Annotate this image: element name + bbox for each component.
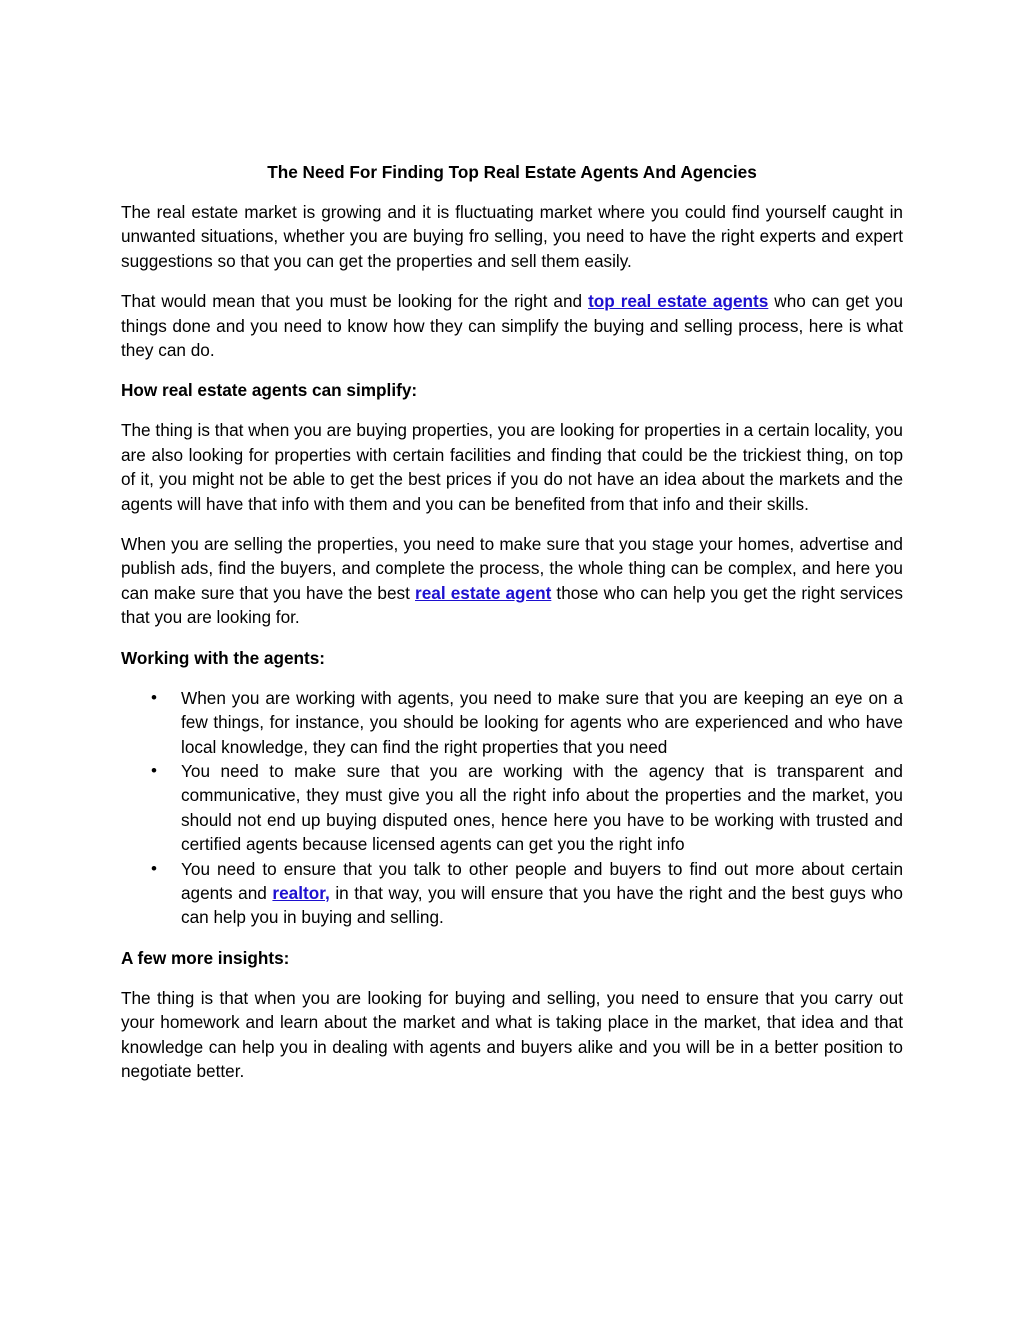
- section-heading-insights: A few more insights:: [121, 947, 290, 968]
- list-item: [151, 686, 903, 759]
- real-estate-agent-link[interactable]: real estate agent: [415, 582, 552, 603]
- list-item-text-after: in that way, you will ensure that you have the right and the best guys who can help you in buying and selling.: [181, 882, 903, 928]
- list-item-text: When you are working with agents, you need to make sure that you are keeping an eye on a few things, for instance, you should be looking for agents who are experienced and who have local knowledge, they can find the right properties that you need: [181, 687, 903, 757]
- insights-paragraph: The thing is that when you are looking for buying and selling, you need to ensure that you carry out your homework and learn about the market and what is taking place in the market, that idea and that knowledge can help you in dealing with agents and buyers alike and you will be in a better position to negotiate better.: [121, 987, 903, 1081]
- list-item: [151, 759, 903, 857]
- document-page: [121, 160, 903, 1099]
- list-item-text: You need to make sure that you are working with the agency that is transparent and communicative, they must give you all the right info about the properties and the market, you should not end up buying disputed ones, hence here you have to be working with trusted and certified agents because licensed agents can get you the right info: [181, 760, 903, 855]
- agents-paragraph-text-before: That would mean that you must be looking for the right and: [121, 291, 589, 312]
- section-heading-simplify: How real estate agents can simplify:: [121, 380, 418, 401]
- selling-paragraph-text-before: When you are selling the properties, you need to make sure that you stage your homes, advertise and publish ads, find the buyers, and complete the process, the whole thing can be complex, and here you can make sure that you have the best: [121, 534, 903, 603]
- intro-paragraph: The real estate market is growing and it is fluctuating market where you could find yourself caught in unwanted situations, whether you are buying fro selling, you need to have the right experts and expert suggestions so that you can get the properties and sell them easily.: [121, 202, 903, 271]
- buying-paragraph: The thing is that when you are buying properties, you are looking for properties in a certain locality, you are also looking for properties with certain facilities and finding that could be the trickiest thing, on top of it, you might not be able to get the best prices if you do not have an idea about the markets and the agents will have that info with them and you can be benefited from that info and their skills.: [121, 420, 903, 514]
- section-heading-working: Working with the agents:: [121, 647, 326, 668]
- selling-paragraph-text-after: those who can help you get the right services that you are looking for.: [121, 582, 903, 628]
- working-bullet-list: [121, 686, 903, 930]
- agents-paragraph-text-after: who can get you things done and you need to know how they can simplify the buying and selling process, here is what they can do.: [121, 291, 904, 361]
- bullet-icon: •: [151, 760, 157, 780]
- realtor-link[interactable]: realtor,: [272, 882, 330, 903]
- bullet-icon: •: [151, 687, 157, 707]
- agents-paragraph: [121, 289, 903, 362]
- bullet-icon: •: [151, 858, 157, 878]
- document-title: The Need For Finding Top Real Estate Agents And Agencies: [267, 162, 757, 182]
- top-real-estate-agents-link[interactable]: top real estate agents: [588, 291, 769, 312]
- list-item-text-before: You need to ensure that you talk to other people and buyers to find out more about certain agents and: [181, 858, 903, 903]
- list-item: [151, 857, 903, 930]
- selling-paragraph: [121, 532, 903, 630]
